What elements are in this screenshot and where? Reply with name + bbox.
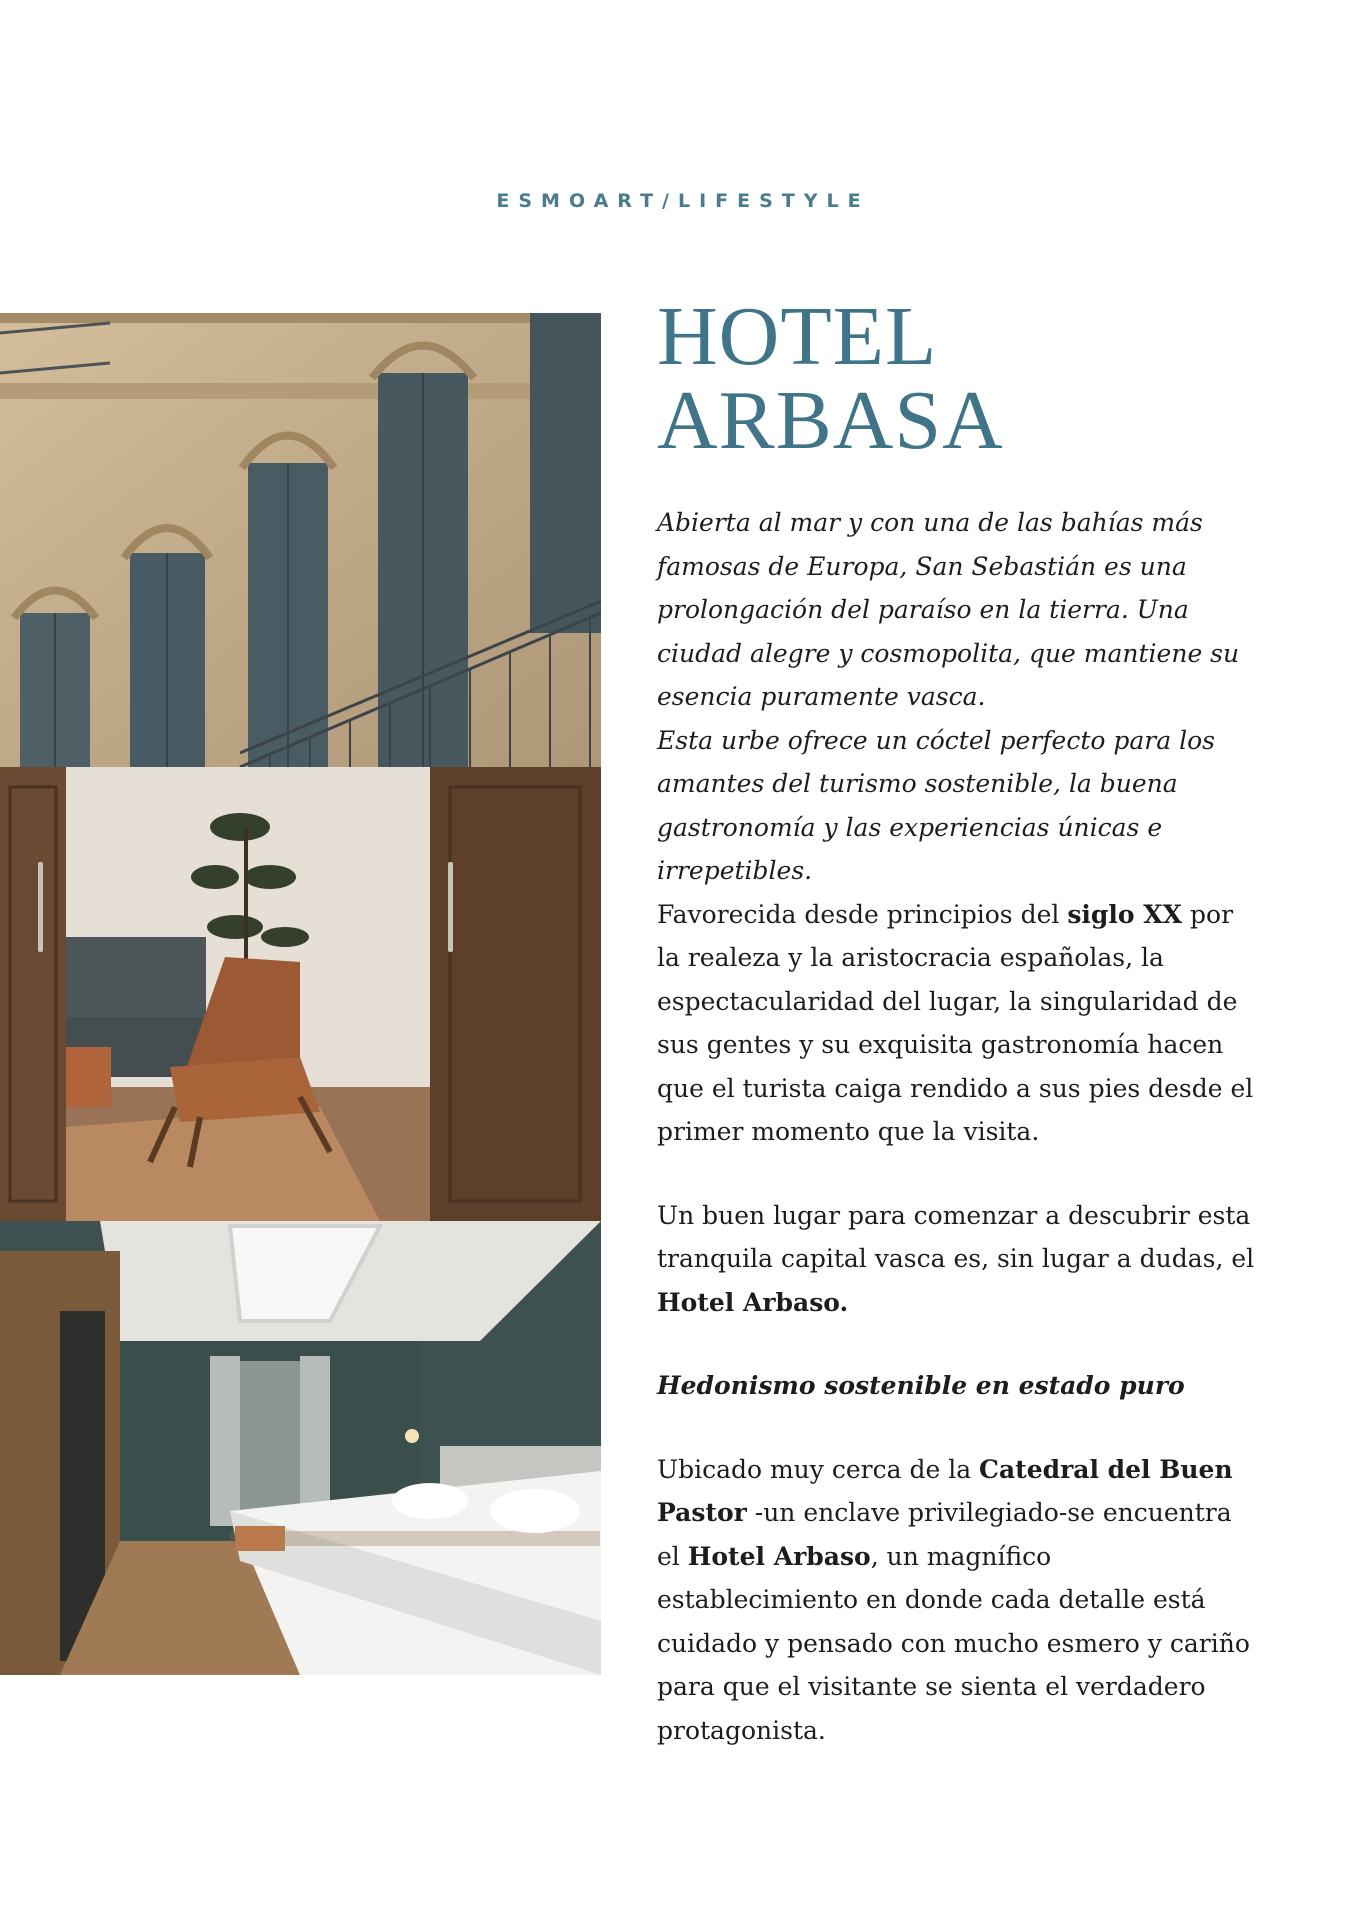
history-text-1: Favorecida desde principios del: [657, 899, 1068, 929]
bedroom-photo: [0, 1221, 601, 1675]
photo-column: [0, 313, 601, 1675]
recommendation-text: Un buen lugar para comenzar a descubrir esta tranquila capital vasca es, sin lugar a dudas, el: [657, 1200, 1255, 1273]
century-highlight: siglo XX: [1067, 899, 1183, 929]
history-text-2: por la realeza y la aristocracia españolas, la espectacularidad del lugar, la singularidad de sus gentes y su exquisita gastronomía hacen que el turista caiga rendido a sus pies desde el primer momento que la visita.: [657, 899, 1254, 1146]
lounge-photo: [0, 767, 601, 1221]
location-paragraph: [657, 1448, 1257, 1753]
section-subheading: [657, 1364, 1257, 1408]
hotel-highlight: Hotel Arbaso: [687, 1541, 871, 1571]
location-text-3: , un magnífico establecimiento en donde cada detalle está cuidado y pensado con mucho esmero y cariño para que el visitante se sienta el verdadero protagonista.: [657, 1541, 1250, 1745]
article-title: HOTEL ARBASA: [657, 290, 1004, 467]
location-text-1: Ubicado muy cerca de la: [657, 1454, 980, 1484]
article: [657, 290, 1257, 1752]
intro-paragraph-1: Abierta al mar y con una de las bahías más famosas de Europa, San Sebastián es una prolongación del paraíso en la tierra. Una ciudad alegre y cosmopolita, que mantiene su esencia puramente vasca.: [657, 508, 1240, 711]
article-body: [657, 501, 1257, 1752]
history-paragraph: [657, 893, 1257, 1154]
intro-paragraph-2: Esta urbe ofrece un cóctel perfecto para los amantes del turismo sostenible, la buena gastronomía y las experiencias únicas e irrepetibles.: [657, 725, 1215, 885]
location-text-2: -un enclave privilegiado-se encuentra el: [657, 1498, 1232, 1571]
magazine-kicker: ESMOART/LIFESTYLE: [496, 190, 870, 212]
subheading-text: Hedonismo sostenible en estado puro: [657, 1371, 1185, 1400]
cathedral-highlight: Catedral del Buen Pastor: [657, 1454, 1233, 1527]
facade-photo: [0, 313, 601, 767]
hotel-name-highlight: Hotel Arbaso.: [657, 1287, 849, 1317]
recommendation-paragraph: [657, 1194, 1257, 1325]
